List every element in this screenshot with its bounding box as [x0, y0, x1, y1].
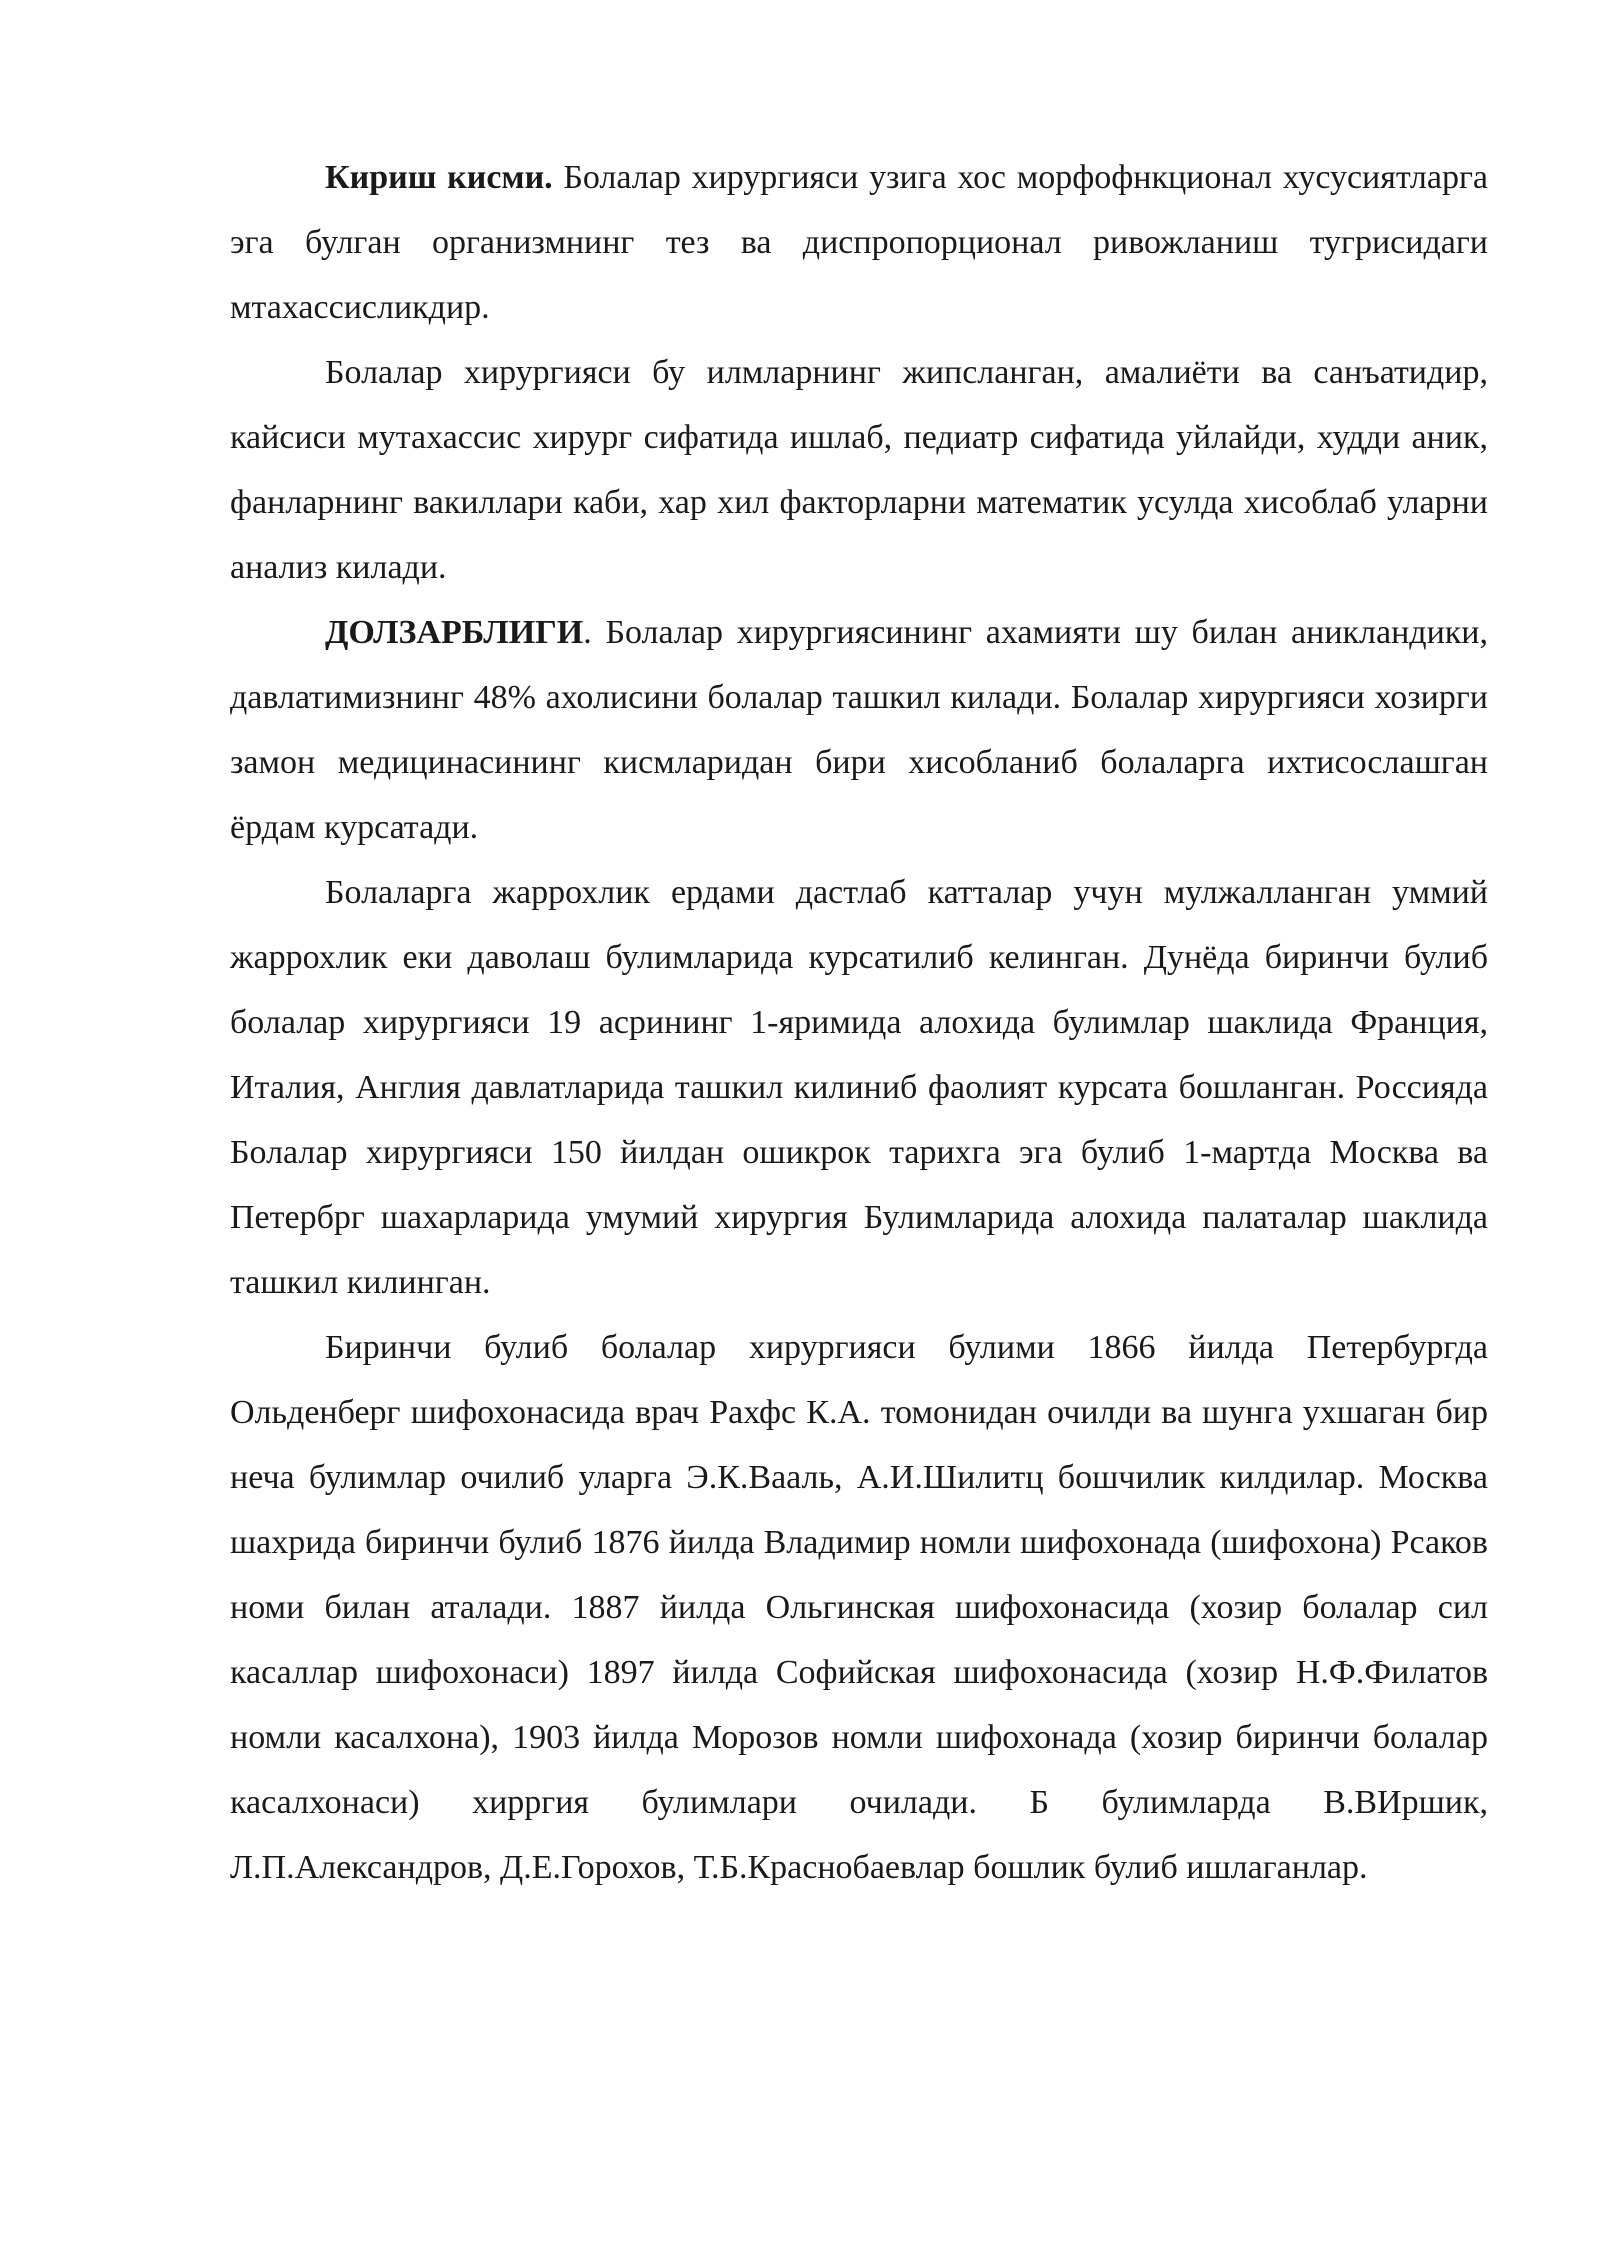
paragraph-text: Болаларга жаррохлик ердами дастлаб катталар учун мулжалланган уммий жаррохлик еки даволаш булимларида курсатилиб келинган. Дунёда биринчи булиб болалар хирургияси 19 асрининг 1-яримида алохида булимлар шаклида Франция, Италия, Англия давлатларида ташкил килиниб фаолият курсата бошланган. Россияда Болалар хирургияси 150 йилдан ошикрок тарихга эга булиб 1-мартда Москва ва Петербрг шахарларида умумий хирургия Булимларида алохида палаталар шаклида ташкил килинган. — [230, 874, 1488, 1301]
paragraph-text: Болалар хирургияси узига хос морфофнкционал хусусиятларга эга булган организмнинг тез ва диспропорционал ривожланиш тугрисидаги мтахассисликдир. — [230, 159, 1488, 326]
paragraph-lead: ДОЛЗАРБЛИГИ — [325, 614, 584, 651]
paragraph-text: Биринчи булиб болалар хирургияси булими 1866 йилда Петербургда Ольденберг шифохонасида врач Рахфс К.А. томонидан очилди ва шунга ухшаган бир неча булимлар очилиб уларга Э.К.Вааль, А.И.Шилитц бошчилик килдилар. Москва шахрида биринчи булиб 1876 йилда Владимир номли шифохонада (шифохона) Рсаков номи билан аталади. 1887 йилда Ольгинская шифохонасида (хозир болалар сил касаллар шифохонаси) 1897 йилда Софийская шифохонасида (хозир Н.Ф.Филатов номли касалхона), 1903 йилда Морозов номли шифохонада (хозир биринчи болалар касалхонаси) хирргия булимлари очилади. Б булимларда В.ВИршик, Л.П.Александров, Д.Е.Горохов, Т.Б.Краснобаевлар бошлик булиб ишлаганлар. — [230, 1329, 1488, 1886]
paragraph-lead: Кириш кисми. — [325, 159, 553, 196]
paragraph-first-department — [230, 1315, 1488, 1900]
paragraph-text: . Болалар хирургиясининг ахамияти шу билан аникландики, давлатимизнинг 48% ахолисини болалар ташкил килади. Болалар хирургияси хозирги замон медицинасининг кисмларидан бири хисобланиб болаларга ихтисослашган ёрдам курсатади. — [230, 614, 1488, 846]
paragraph-relevance — [230, 600, 1488, 860]
paragraph-introduction — [230, 145, 1488, 340]
paragraph-text: Болалар хирургияси бу илмларнинг жипсланган, амалиёти ва санъатидир, кайсиси мутахассис хирург сифатида ишлаб, педиатр сифатида уйлайди, худди аник, фанларнинг вакиллари каби, хар хил факторларни математик усулда хисоблаб уларни анализ килади. — [230, 354, 1488, 586]
document-body — [230, 145, 1488, 1900]
paragraph-definition — [230, 340, 1488, 600]
paragraph-history — [230, 860, 1488, 1315]
